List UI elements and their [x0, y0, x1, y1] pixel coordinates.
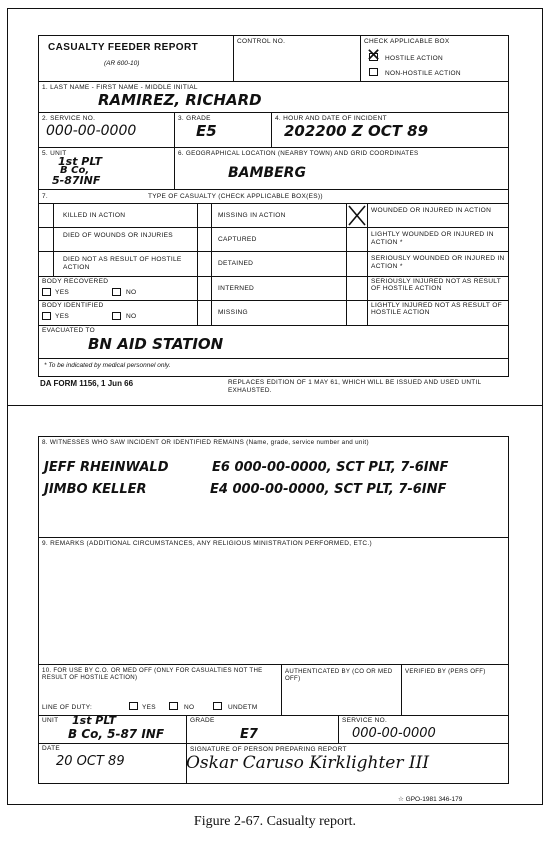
bi-no-checkbox[interactable]: [112, 312, 121, 320]
f3-label: 3. GRADE: [178, 115, 211, 122]
type-interned: INTERNED: [218, 285, 255, 292]
f8-label: 8. WITNESSES WHO SAW INCIDENT OR IDENTIFIED REMAINS (Name, grade, service number and unit): [42, 439, 369, 446]
f5-label: 5. UNIT: [42, 150, 67, 157]
f6-label: 6. GEOGRAPHICAL LOCATION (NEARBY TOWN) AND GRID COORDINATES: [178, 150, 419, 157]
f2-value[interactable]: 000-00-0000: [46, 123, 137, 139]
grade-value[interactable]: E7: [240, 727, 258, 742]
type-lwi: LIGHTLY WOUNDED OR INJURED IN ACTION *: [371, 231, 494, 246]
wia-x-mark-icon: [347, 204, 367, 227]
type-kia: KILLED IN ACTION: [63, 212, 126, 219]
lod-yes-checkbox[interactable]: [129, 702, 138, 710]
type-body-identified: BODY IDENTIFIED: [42, 302, 104, 309]
verified-label: VERIFIED BY (PERS OFF): [405, 668, 486, 675]
lod-no-label: NO: [184, 704, 195, 711]
unit-value-line2[interactable]: B Co, 5-87 INF: [68, 727, 165, 741]
lod-yes-empty-checkbox[interactable]: [169, 702, 178, 710]
f5-value-line3[interactable]: 5-87INF: [52, 174, 101, 187]
figure-caption: Figure 2-67. Casualty report.: [193, 814, 357, 829]
hostile-label: HOSTILE ACTION: [385, 55, 444, 62]
witness1-detail[interactable]: E6 000-00-0000, SCT PLT, 7-6INF: [212, 460, 449, 475]
signature-value[interactable]: Oskar Caruso Kirklighter III: [186, 753, 430, 773]
check-box-label: CHECK APPLICABLE BOX: [364, 38, 450, 45]
replaces-note: REPLACES EDITION OF 1 MAY 61, WHICH WILL BE ISSUED AND USED UNTIL EXHAUSTED.: [228, 379, 482, 394]
br-no-label: NO: [126, 289, 137, 296]
lod-label: LINE OF DUTY:: [42, 704, 93, 711]
date-value[interactable]: 20 OCT 89: [56, 754, 125, 769]
regulation: (AR 600-10): [104, 60, 140, 67]
type-missing: MISSING: [218, 309, 248, 316]
type-dnh: DIED NOT AS RESULT OF HOSTILE ACTION: [63, 256, 182, 271]
evacuated-label: EVACUATED TO: [42, 327, 95, 334]
f1-value[interactable]: RAMIREZ, RICHARD: [98, 91, 262, 109]
svc-value[interactable]: 000-00-0000: [352, 726, 436, 741]
bi-yes-label: YES: [55, 313, 70, 320]
type-detained: DETAINED: [218, 260, 254, 267]
unit-value-line1[interactable]: 1st PLT: [72, 714, 117, 727]
type-captured: CAPTURED: [218, 236, 257, 243]
type-sinh: SERIOUSLY INJURED NOT AS RESULT OF HOSTILE ACTION: [371, 278, 501, 292]
br-no-checkbox[interactable]: [112, 288, 121, 296]
f10-label: 10. FOR USE BY C.O. OR MED OFF (ONLY FOR CASUALTIES NOT THE RESULT OF HOSTILE ACTION): [42, 667, 263, 681]
f5-value-line1[interactable]: 1st PLT: [58, 155, 103, 168]
witness1-name[interactable]: JEFF RHEINWALD: [44, 460, 169, 475]
remarks-area[interactable]: [40, 550, 506, 660]
unit-label: UNIT: [42, 717, 59, 724]
nonhostile-label: NON-HOSTILE ACTION: [385, 70, 461, 77]
br-yes-checkbox[interactable]: [42, 288, 51, 296]
sig-label: SIGNATURE OF PERSON PREPARING REPORT: [190, 746, 347, 753]
form-id: DA FORM 1156, 1 Jun 66: [40, 379, 134, 388]
fold-line: [7, 405, 543, 406]
form-title: CASUALTY FEEDER REPORT: [48, 42, 199, 53]
f4-label: 4. HOUR AND DATE OF INCIDENT: [275, 115, 387, 122]
f2-label: 2. SERVICE NO.: [42, 115, 96, 122]
footnote: * To be indicated by medical personnel only.: [44, 362, 171, 369]
lod-undetm-label: UNDETM: [228, 704, 258, 711]
type-mia: MISSING IN ACTION: [218, 212, 286, 219]
control-no-label: CONTROL NO.: [237, 38, 286, 45]
witness2-detail[interactable]: E4 000-00-0000, SCT PLT, 7-6INF: [210, 482, 447, 497]
svc-label: SERVICE NO.: [342, 717, 388, 724]
f5-value-line2[interactable]: B Co,: [60, 165, 90, 176]
nonhostile-checkbox[interactable]: [369, 68, 378, 76]
authenticated-label: AUTHENTICATED BY (CO OR MED OFF): [285, 668, 393, 682]
lod-undetm-checkbox[interactable]: [213, 702, 222, 710]
type-linh: LIGHTLY INJURED NOT AS RESULT OF HOSTILE ACTION: [371, 302, 502, 316]
type-body-recovered: BODY RECOVERED: [42, 278, 109, 285]
br-yes-label: YES: [55, 289, 70, 296]
bi-no-label: NO: [126, 313, 137, 320]
bi-yes-checkbox[interactable]: [42, 312, 51, 320]
grade-label: GRADE: [190, 717, 215, 724]
f6-value[interactable]: BAMBERG: [228, 165, 306, 181]
evacuated-value[interactable]: BN AID STATION: [88, 335, 224, 353]
f1-label: 1. LAST NAME - FIRST NAME - MIDDLE INITIAL: [42, 84, 198, 91]
type-dow: DIED OF WOUNDS OR INJURIES: [63, 232, 174, 239]
x-mark-icon: ✕: [366, 45, 382, 66]
f9-label: 9. REMARKS (ADDITIONAL CIRCUMSTANCES, ANY RELIGIOUS MINISTRATION PERFORMED, ETC.): [42, 540, 372, 547]
f7-label: TYPE OF CASUALTY (CHECK APPLICABLE BOX(ES)): [148, 193, 323, 200]
type-wia: WOUNDED OR INJURED IN ACTION: [371, 207, 492, 214]
type-swi: SERIOUSLY WOUNDED OR INJURED IN ACTION *: [371, 255, 505, 270]
gpo-note: ☆ GPO-1981 346-179: [398, 796, 463, 803]
lod-yes-label: YES: [142, 704, 156, 711]
date-label: DATE: [42, 745, 61, 752]
f7-number: 7.: [42, 193, 49, 200]
witness2-name[interactable]: JIMBO KELLER: [44, 482, 147, 497]
f4-value[interactable]: 202200 Z OCT 89: [284, 122, 429, 140]
f3-value[interactable]: E5: [196, 122, 217, 140]
